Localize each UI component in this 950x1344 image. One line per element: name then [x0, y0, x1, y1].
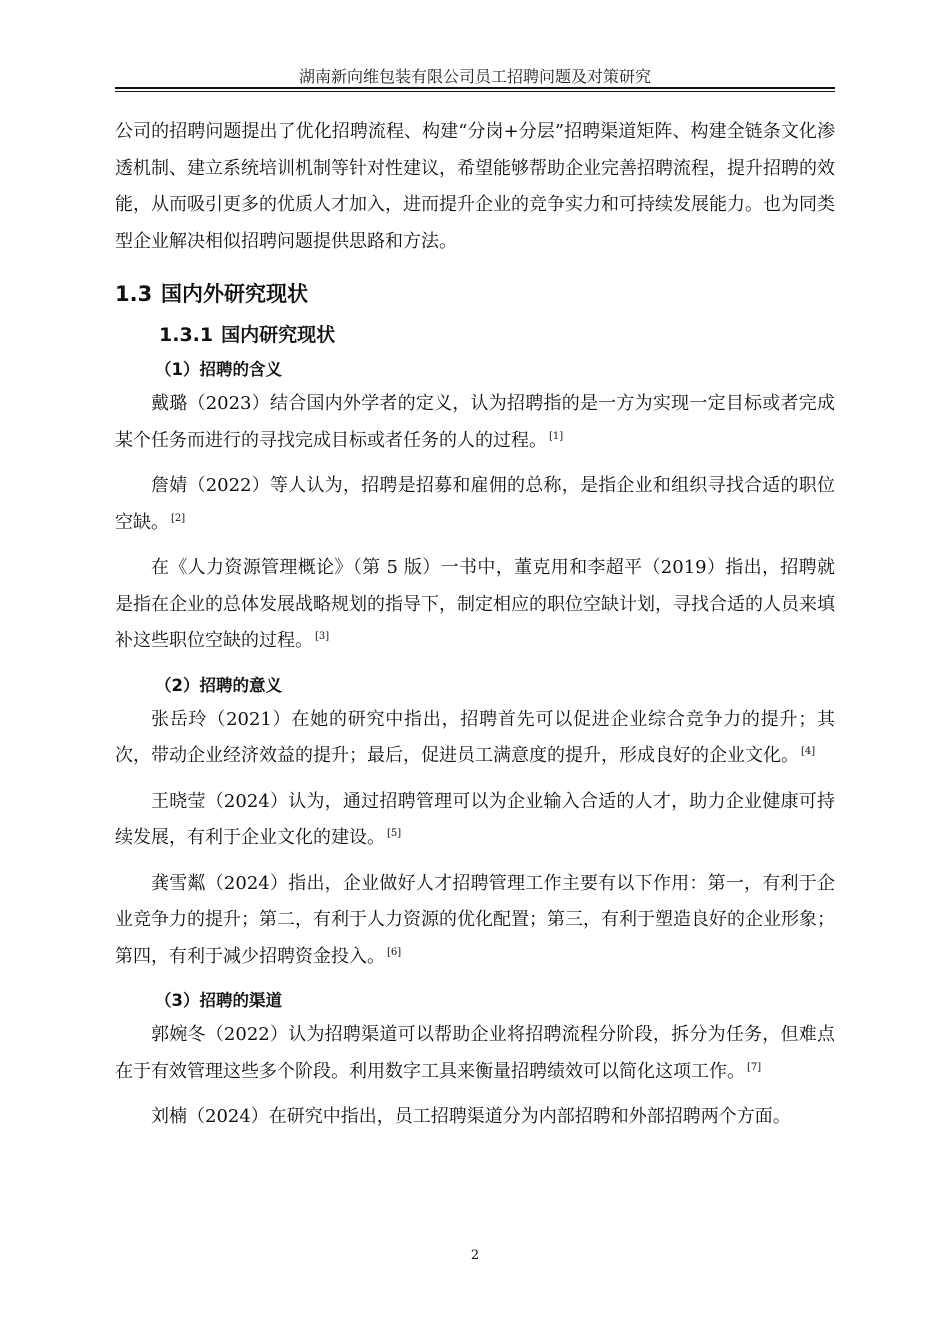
- paragraph-text: 詹婧（2022）等人认为，招聘是招募和雇佣的总称，是指企业和组织寻找合适的职位空缺。: [115, 475, 835, 533]
- topic-heading: （1）招聘的含义: [155, 360, 282, 379]
- section-heading: [115, 274, 835, 314]
- citation-ref: [3]: [315, 631, 330, 642]
- citation-ref: [5]: [387, 828, 402, 839]
- citation-ref: [4]: [801, 746, 816, 757]
- subsection-heading: [159, 316, 835, 354]
- page-body: [115, 114, 835, 1136]
- citation-ref: [7]: [747, 1061, 762, 1073]
- paragraph-text: 王晓莹（2024）认为，通过招聘管理可以为企业输入合适的人才，助力企业健康可持续发展，有利于企业文化的建设。: [115, 790, 835, 848]
- paragraph-text: 郭婉冬（2022）认为招聘渠道可以帮助企业将招聘流程分阶段，拆分为任务，但难点在于有效管理这些多个阶段。利用数字工具来衡量招聘绩效可以简化这项工作。: [115, 1024, 835, 1082]
- paragraph-text: 在《人力资源管理概论》（第 5 版）一书中，董克用和李超平（2019）指出，招聘就是指在企业的总体发展战略规划的指导下，制定相应的职位空缺计划，寻找合适的人员来填补这些职位空缺的过程。: [115, 557, 835, 651]
- citation-ref: [6]: [387, 946, 402, 958]
- body-paragraph: [115, 550, 835, 660]
- subsection-number: 1.3.1: [159, 324, 214, 346]
- body-paragraph: [115, 1017, 835, 1090]
- paragraph-text: 龚雪粼（2024）指出，企业做好人才招聘管理工作主要有以下作用：第一，有利于企业竞争力的提升；第二，有利于人力资源的优化配置；第三，有利于塑造良好的企业形象；第四，有利于减少招聘资金投入。: [115, 872, 835, 967]
- topic-heading: （3）招聘的渠道: [155, 991, 282, 1010]
- section-number: 1.3: [115, 282, 153, 306]
- paragraph-text: 张岳玲（2021）在她的研究中指出，招聘首先可以促进企业综合竞争力的提升；其次，带动企业经济效益的提升；最后，促进员工满意度的提升，形成良好的企业文化。: [115, 708, 835, 766]
- body-paragraph: [115, 784, 835, 857]
- page-number: 2: [470, 1248, 480, 1263]
- citation-ref: [1]: [549, 430, 564, 442]
- subsection-title: 国内研究现状: [221, 324, 336, 346]
- paragraph-text: 刘楠（2024）在研究中指出，员工招聘渠道分为内部招聘和外部招聘两个方面。: [151, 1106, 791, 1127]
- body-paragraph: [115, 866, 835, 976]
- body-paragraph: [115, 702, 835, 775]
- intro-paragraph: 公司的招聘问题提出了优化招聘流程、构建“分岗+分层”招聘渠道矩阵、构建全链条文化渗透机制、建立系统培训机制等针对性建议，希望能够帮助企业完善招聘流程，提升招聘的效能，从而吸引更多的优质人才加入，进而提升企业的竞争实力和可持续发展能力。也为同类型企业解决相似招聘问题提供思路和方法。: [115, 121, 835, 252]
- body-paragraph: [115, 1099, 835, 1136]
- paragraph-text: 戴璐（2023）结合国内外学者的定义，认为招聘指的是一方为实现一定目标或者完成某个任务而进行的寻找完成目标或者任务的人的过程。: [115, 393, 835, 451]
- body-paragraph: [115, 468, 835, 541]
- header-rule-thin: [115, 91, 835, 92]
- running-header: 湖南新向维包装有限公司员工招聘问题及对策研究: [298, 67, 651, 86]
- header-rule: [115, 87, 835, 89]
- section-title: 国内外研究现状: [161, 282, 308, 306]
- topic-heading: （2）招聘的意义: [155, 675, 282, 695]
- citation-ref: [2]: [171, 512, 186, 524]
- body-paragraph: [115, 386, 835, 459]
